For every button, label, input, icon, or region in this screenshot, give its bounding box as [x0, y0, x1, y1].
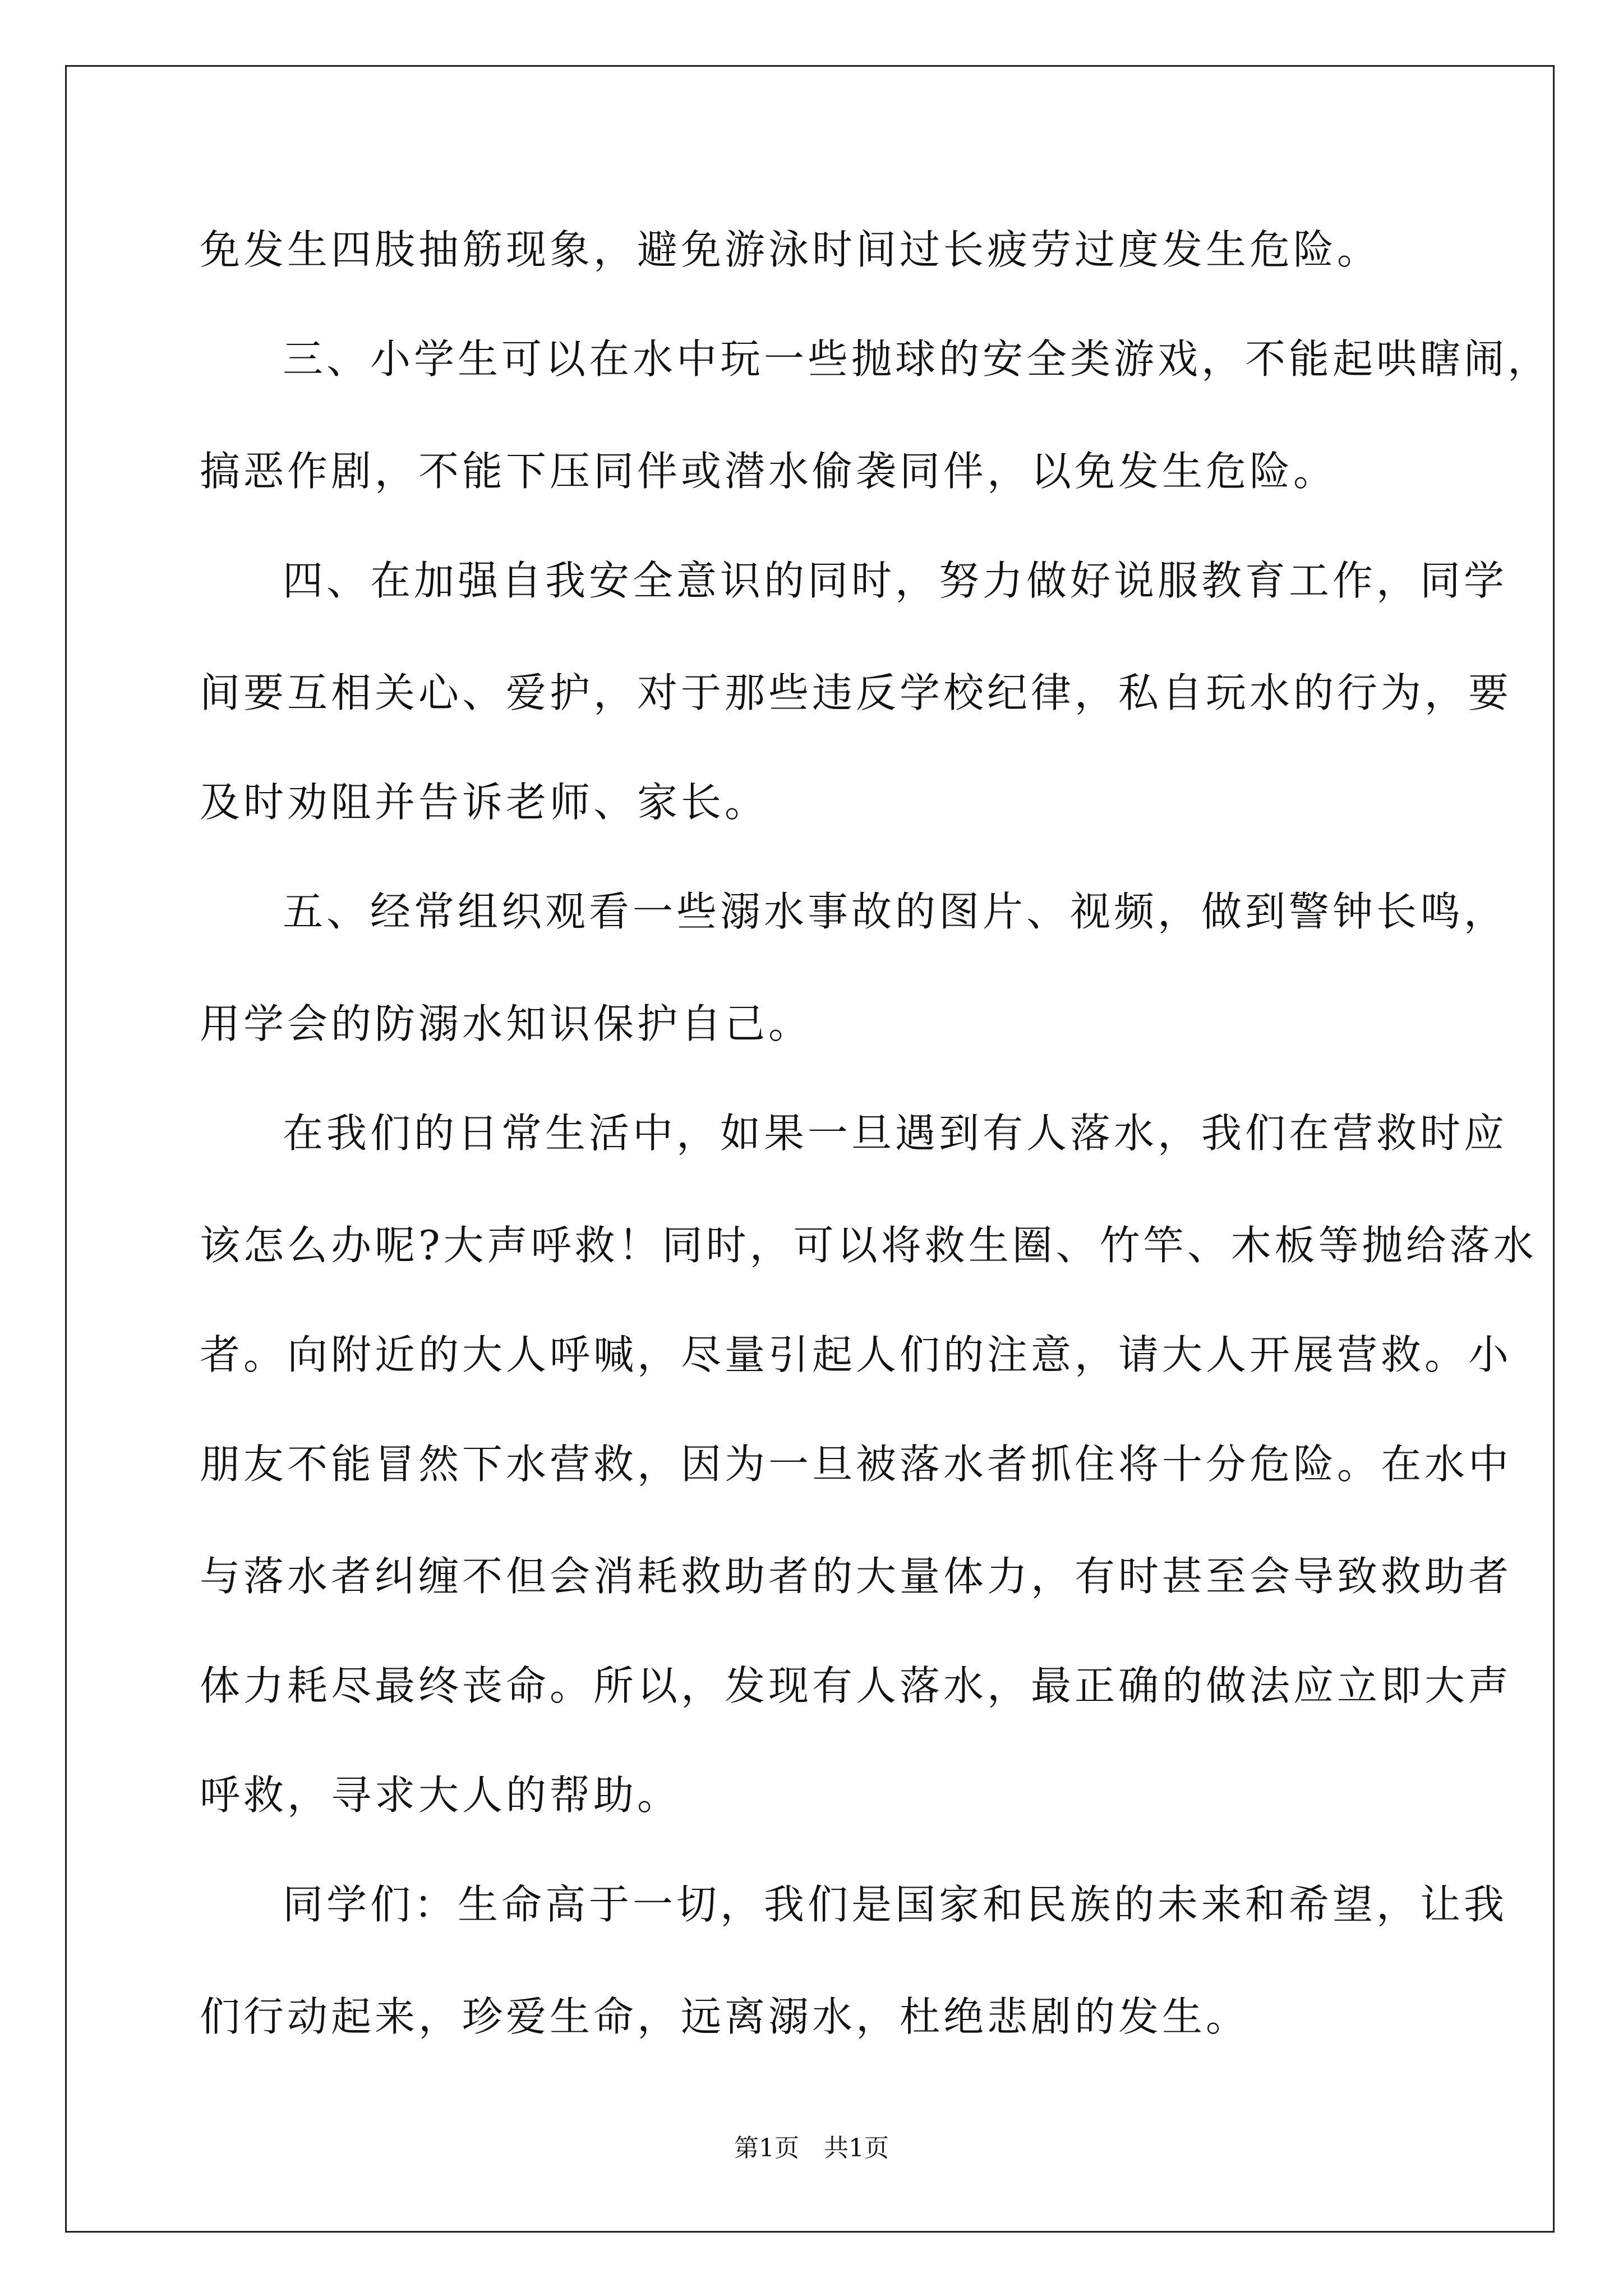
paragraph-line: 免发生四肢抽筋现象，避免游泳时间过长疲劳过度发生危险。: [200, 226, 1381, 273]
paragraph-line: 五、经常组织观看一些溺水事故的图片、视频，做到警钟长鸣，: [283, 888, 1508, 935]
paragraph-line: 及时劝阻并告诉老师、家长。: [200, 779, 769, 826]
paragraph-line: 三、小学生可以在水中玩一些抛球的安全类游戏，不能起哄瞎闹，: [283, 335, 1552, 383]
paragraph-line: 体力耗尽最终丧命。所以，发现有人落水，最正确的做法应立即大声: [200, 1662, 1513, 1709]
paragraph-line: 四、在加强自我安全意识的同时，努力做好说服教育工作，同学: [283, 557, 1508, 604]
paragraph-line: 该怎么办呢?大声呼救！同时，可以将救生圈、竹竿、木板等抛给落水: [200, 1222, 1537, 1269]
paragraph-line: 搞恶作剧，不能下压同伴或潜水偷袭同伴，以免发生危险。: [200, 448, 1338, 495]
paragraph-line: 间要互相关心、爱护，对于那些违反学校纪律，私自玩水的行为，要: [200, 669, 1513, 716]
paragraph-line: 用学会的防溺水知识保护自己。: [200, 1000, 813, 1047]
paragraph-line: 们行动起来，珍爱生命，远离溺水，杜绝悲剧的发生。: [200, 1993, 1250, 2040]
paragraph-line: 与落水者纠缠不但会消耗救助者的大量体力，有时甚至会导致救助者: [200, 1553, 1513, 1600]
paragraph-line: 同学们：生命高于一切，我们是国家和民族的未来和希望，让我: [283, 1881, 1508, 1928]
page-number-footer: 第1页 共1页: [734, 2134, 889, 2162]
paragraph-line: 在我们的日常生活中，如果一旦遇到有人落水，我们在营救时应: [283, 1110, 1508, 1157]
paragraph-line: 朋友不能冒然下水营救，因为一旦被落水者抓住将十分危险。在水中: [200, 1441, 1513, 1488]
paragraph-line: 呼救，寻求大人的帮助。: [200, 1772, 681, 1819]
paragraph-line: 者。向附近的大人呼喊，尽量引起人们的注意，请大人开展营救。小: [200, 1331, 1513, 1378]
